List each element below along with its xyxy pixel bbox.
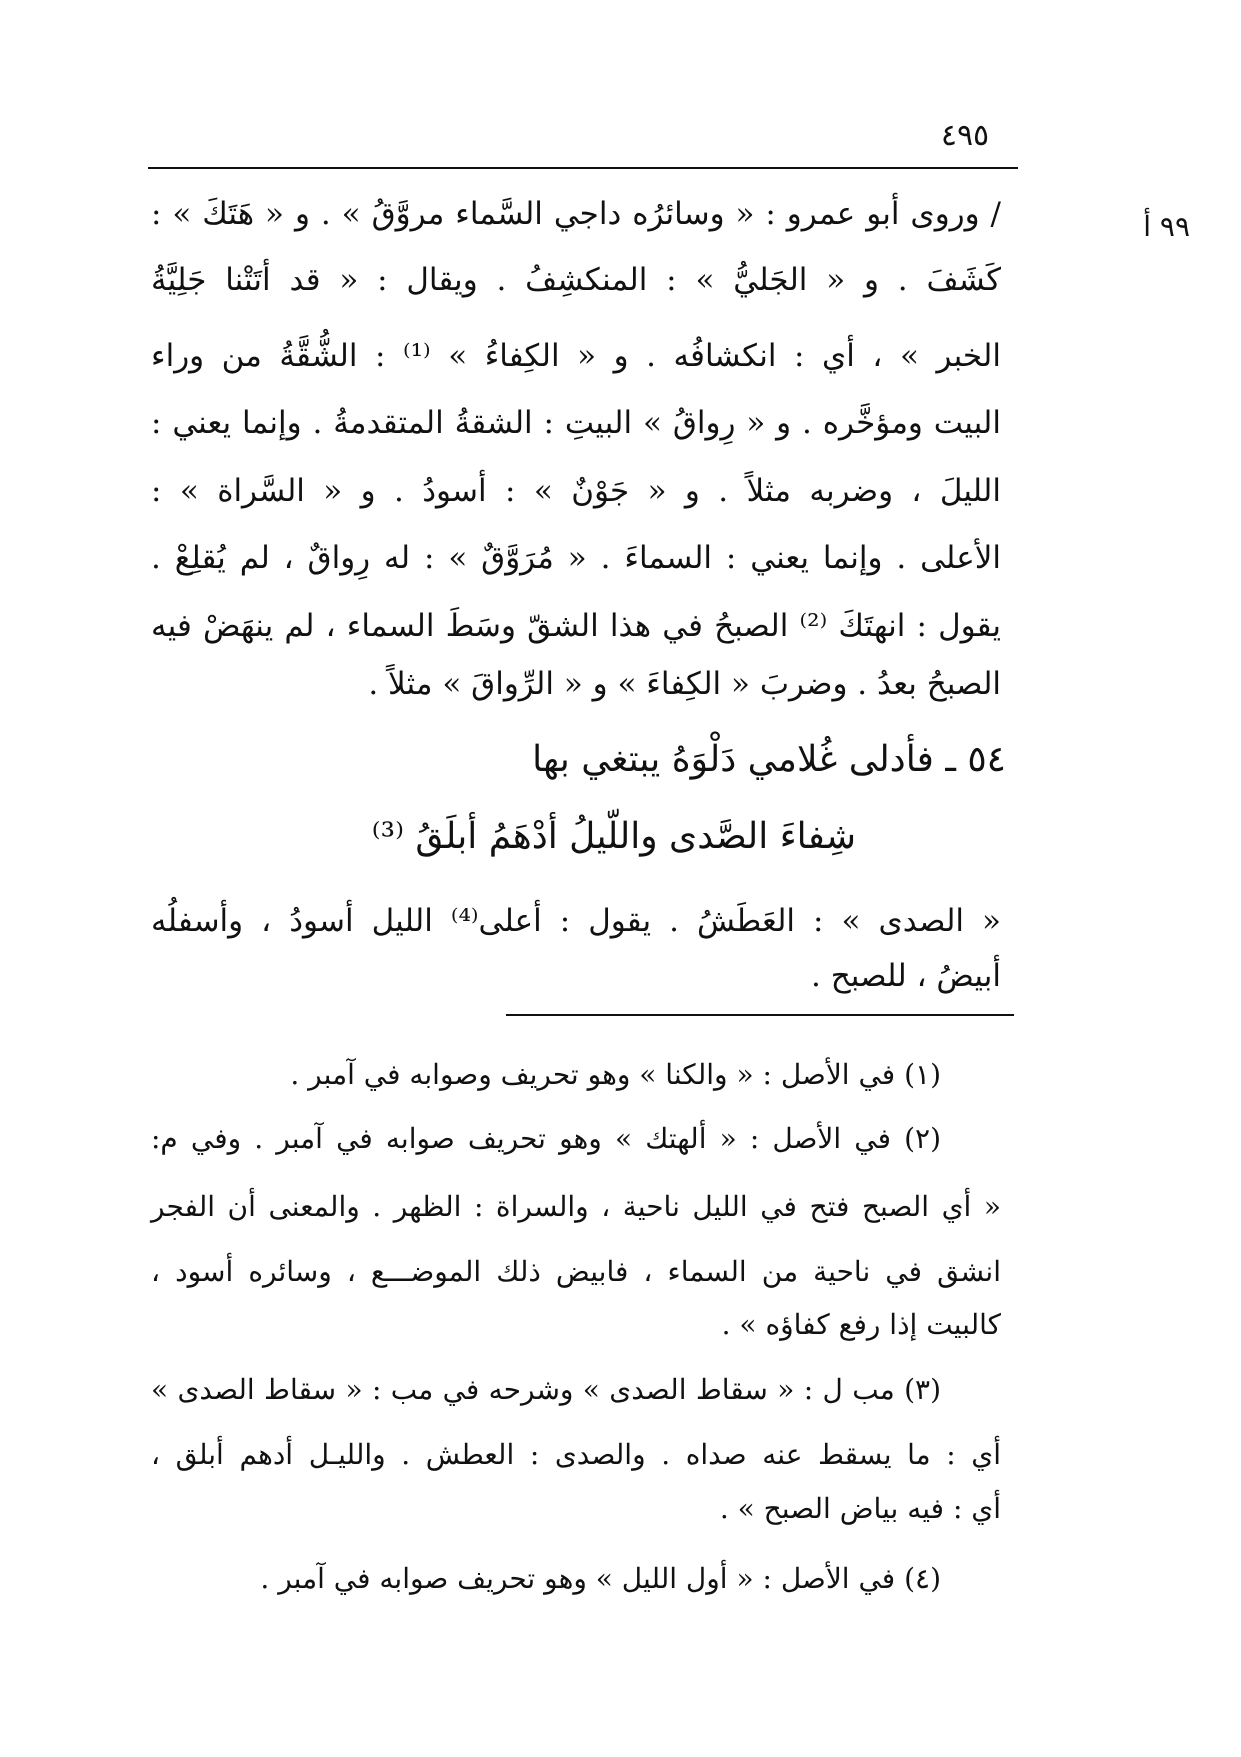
body-line: الليلَ ، وضربه مثلاً . و « جَوْنٌ » : أسودُ . و « السَّراة » : <box>151 473 1001 509</box>
body-line: كَشَفَ . و « الجَليُّ » : المنكشِفُ . ويقال : « قد أتَتْنا جَلِيَّةُ <box>151 262 1001 298</box>
footnote: (٣) مب ل : « سقاط الصدى » وشرحه في مب : « سقاط الصدى » <box>151 1373 941 1406</box>
footnote: أي : ما يسقط عنه صداه . والصدى : العطش . والليـل أدهم أبلق ، <box>151 1438 1001 1471</box>
footnote: (١) في الأصل : « والكنا » وهو تحريف وصوابه في آمبر . <box>290 1058 941 1091</box>
footnote: كالبيت إذا رفع كفاؤه » . <box>721 1308 1001 1341</box>
body-line: الصبحُ بعدُ . وضربَ « الكِفاءَ » و « الرِّواقَ » مثلاً . <box>368 666 1001 702</box>
body-line: الأعلى . وإنما يعني : السماءَ . « مُرَوَّقٌ » : له رِواقٌ ، لم يُقلِعْ . <box>151 540 1001 576</box>
commentary-line: أبيضُ ، للصبح . <box>811 958 1001 994</box>
footnote: « أي الصبح فتح في الليل ناحية ، والسراة : الظهر . والمعنى أن الفجر <box>151 1190 1002 1223</box>
commentary-line: « الصدى » : العَطَشُ . يقول : أعلى⁽⁴⁾ الليل أسودُ ، وأسفلُه <box>151 903 1002 939</box>
margin-reference: ٩٩ أ <box>1143 210 1190 243</box>
verse-line-2: شِفاءَ الصَّدى واللّيلُ أدْهَمُ أبلَقُ ⁽³⁾ <box>371 816 856 857</box>
body-line: الخبر » ، أي : انكشافُه . و « الكِفاءُ » ⁽¹⁾ : الشُّقَّةُ من وراء <box>151 338 1001 374</box>
footnote: انشق في ناحية من السماء ، فابيض ذلك الموضـــع ، وسائره أسود ، <box>151 1255 1001 1288</box>
verse-line-1: ٥٤ ـ فأدلى غُلامي دَلْوَهُ يبتغي بها <box>532 739 1006 780</box>
footnotes-rule <box>506 1014 1014 1016</box>
body-line: يقول : انهتَكَ ⁽²⁾ الصبحُ في هذا الشقّ وسَطَ السماء ، لم ينهَضْ فيه <box>151 608 1001 644</box>
footnote: أي : فيه بياض الصبح » . <box>719 1492 1001 1525</box>
header-rule <box>148 167 1018 169</box>
body-line: البيت ومؤخَّره . و « رِواقُ » البيتِ : الشقةُ المتقدمةُ . وإنما يعني : <box>151 405 1001 441</box>
footnote: (٤) في الأصل : « أول الليل » وهو تحريف صوابه في آمبر . <box>260 1562 941 1595</box>
footnote: (٢) في الأصل : « ألهتك » وهو تحريف صوابه في آمبر . وفي م: <box>151 1122 941 1155</box>
page-number: ٤٩٥ <box>940 118 990 153</box>
body-line: / وروى أبو عمرو : « وسائرُه داجي السَّماء مروَّقُ » . و « هَتَكَ » : <box>151 196 1001 232</box>
